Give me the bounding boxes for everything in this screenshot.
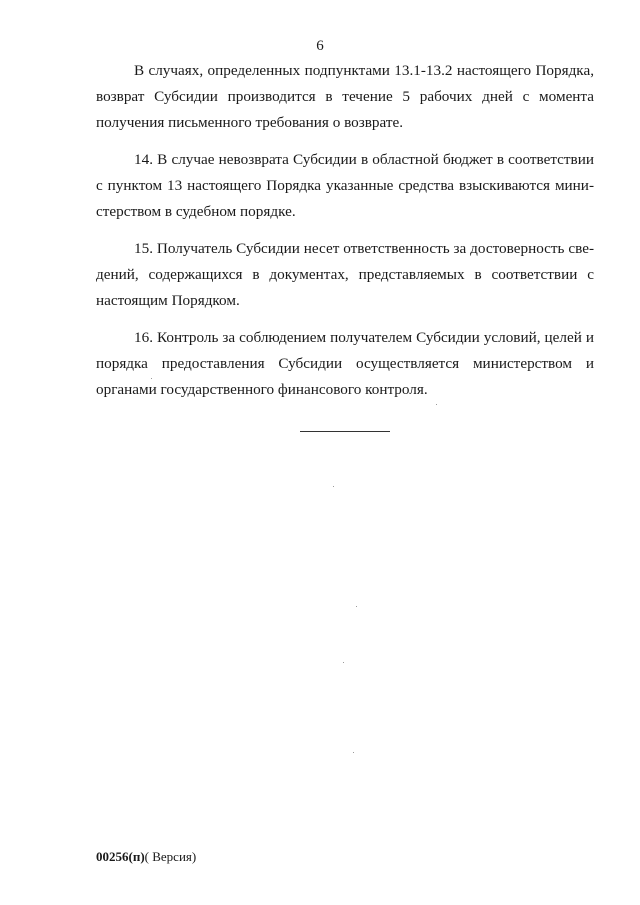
document-body bbox=[96, 58, 594, 414]
end-separator-line bbox=[300, 431, 390, 432]
scan-speck bbox=[151, 378, 152, 379]
page-number: 6 bbox=[316, 38, 324, 54]
scan-speck bbox=[436, 404, 437, 405]
footer bbox=[96, 848, 196, 866]
paragraph-16: 16. Контроль за соблюдением получателем Субсидии условий, целей и порядка предоставления Субсидии осуществляется министерством и органами государственного финансового контроля. bbox=[96, 329, 594, 398]
paragraph-14: 14. В случае невозврата Субсидии в областной бюджет в соответствии с пунктом 13 настоящего Порядка указанные средства взыскиваются министерством в судебном порядке. bbox=[96, 151, 594, 220]
scan-speck bbox=[356, 606, 357, 607]
footer-version: ( Версия) bbox=[144, 849, 197, 864]
paragraph-refund-cases: В случаях, определенных подпунктами 13.1-13.2 настоящего Порядка, возврат Субсидии производится в течение 5 рабочих дней с момента получения письменного требования о возврате. bbox=[96, 62, 594, 131]
paragraph-15: 15. Получатель Субсидии несет ответственность за достоверность сведений, содержащихся в документах, представляемых в соответствии с настоящим Порядком. bbox=[96, 240, 594, 309]
scan-speck bbox=[343, 662, 344, 663]
footer-document-code: 00256(п) bbox=[96, 849, 145, 864]
scan-speck bbox=[333, 486, 334, 487]
scan-speck bbox=[353, 752, 354, 753]
